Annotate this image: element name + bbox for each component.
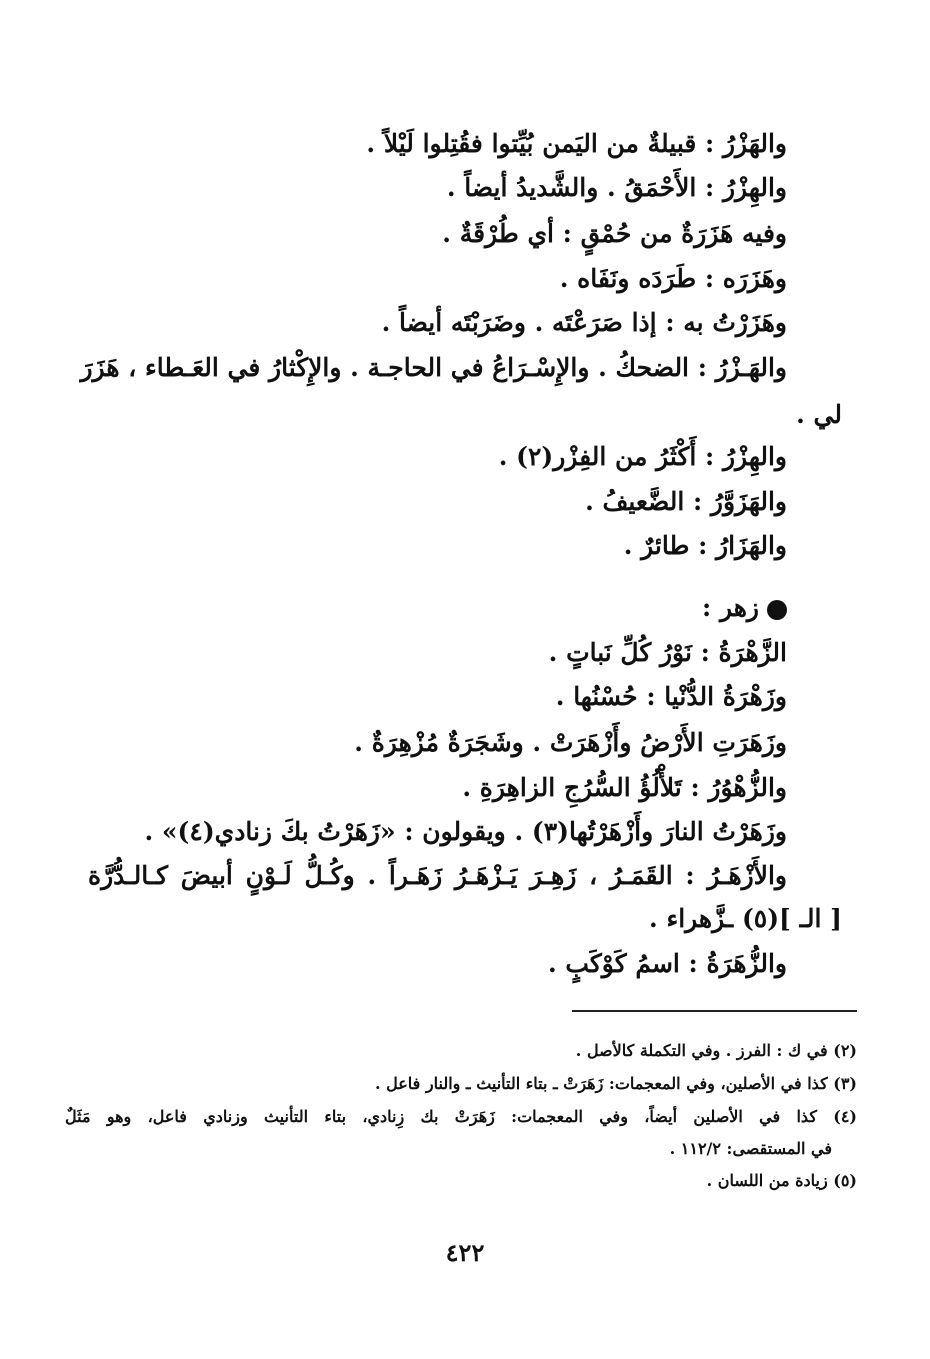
footnote: (٤) كذا في الأصلين أيضاً، وفي المعجمات: زَهَرَتْ بك زِنادي، بتاء التأنيث وزنادي فاعل، وهو مَثَلٌ: [65, 1107, 857, 1126]
text-line-continuation: [ الـ ](٥) ـزَّهراء .: [649, 904, 842, 933]
footnote: (٣) كذا في الأصلين، وفي المعجمات: زَهَرَتْ ـ بتاء التأنيث ـ والنار فاعل .: [374, 1074, 857, 1093]
text-line: والهَـزْرُ : الضحكُ . والإِسْـرَاعُ في الحاجـة . والإِكْثارُ في العَـطاء ، هَزَرَ: [80, 353, 787, 382]
page-number: ٤٢٢: [445, 1238, 485, 1267]
text-line: وزَهَرْتُ النارَ وأَزْهَرْتُها(٣) . ويقولون : «زَهَرْتُ بكَ زنادي(٤)» .: [144, 817, 787, 846]
footnote: (٥) زيادة من اللسان .: [706, 1171, 857, 1190]
text-line: وزَهَرَتِ الأَرْضُ وأَزْهَرَتْ . وشَجَرَةٌ مُزْهِرَةٌ .: [354, 728, 787, 757]
bullet-icon: [767, 600, 787, 620]
text-line: وهَزَرْتُ به : إذا صَرَعْتَه . وضَرَبْتَه أيضاً .: [381, 308, 787, 337]
text-line: والهَزْرُ : قبيلةٌ من اليَمن بُيِّتوا فقُتِلوا لَيْلاً .: [366, 129, 787, 158]
text-line: والزُّهْوُرُ : تَلأْلُؤُ السُّرُجِ الزاهِرَةِ .: [462, 773, 787, 802]
text-line: والهِزْرُ : الأَحْمَقُ . والشَّديدُ أيضاً .: [446, 173, 787, 202]
text-line: والزُّهَرَةُ : اسمُ كَوْكَبٍ .: [547, 949, 787, 978]
footnote: (٢) في ك : الفرز . وفي التكملة كالأصل .: [575, 1041, 857, 1060]
text-line: والهَزَوَّرُ : الضَّعيفُ .: [585, 487, 787, 516]
footnote-divider: [572, 1010, 857, 1012]
text-line: والأَزْهَـرُ : القَمَـرُ ، زَهِـرَ يَـزْهَـرُ زَهَـراً . وكُـلُّ لَـوْنٍ أبيضَ كـالـدُّرَّة: [88, 861, 787, 890]
text-line: والهَزَارُ : طائرٌ .: [623, 531, 787, 560]
text-line: الزَّهْرَةُ : نَوْرُ كُلِّ نَباتٍ .: [548, 638, 787, 667]
text-line: وزَهْرَةُ الدُّنْيا : حُسْنُها .: [555, 682, 787, 711]
text-line-continuation: لي .: [796, 400, 842, 429]
footnote-continuation: في المستقصى: ١١٢/٢ .: [669, 1139, 832, 1158]
text-line: وهَزَرَه : طَرَدَه ونَفَاه .: [559, 264, 787, 293]
text-line: وفيه هَزَرَةٌ من حُمْقٍ : أي طُرْقَةٌ .: [442, 219, 787, 248]
entry-heading: [702, 590, 787, 626]
text-line: والهِزْرُ : أَكْثَرُ من الفِزْر(٢) .: [498, 442, 787, 471]
entry-heading-label: زهر :: [702, 593, 759, 622]
